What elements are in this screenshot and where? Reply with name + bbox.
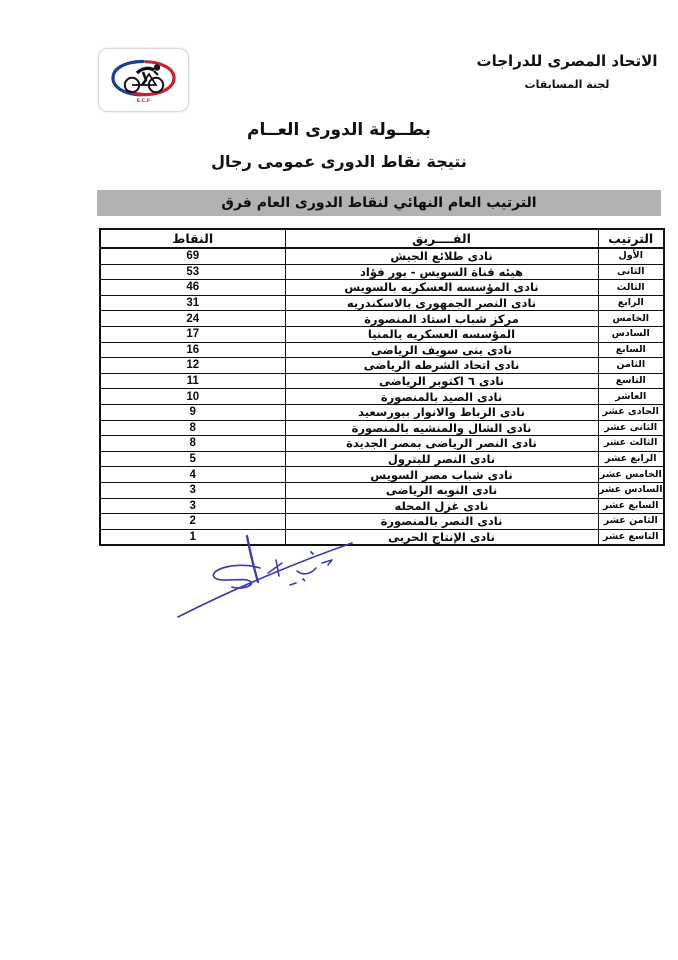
team-cell: نادى النصر الجمهورى بالاسكندريه bbox=[285, 295, 598, 311]
rank-cell: الثانى bbox=[598, 264, 664, 280]
results-tbody bbox=[100, 248, 664, 545]
points-cell: 3 bbox=[100, 482, 285, 498]
org-header bbox=[472, 52, 662, 91]
rank-cell: الرابع bbox=[598, 295, 664, 311]
table-row bbox=[100, 280, 664, 296]
rank-cell: التاسع عشر bbox=[598, 529, 664, 545]
team-cell: نادى النصر بالمنصورة bbox=[285, 514, 598, 530]
results-subtitle: نتيجة نقاط الدورى عمومى رجال bbox=[211, 152, 467, 171]
team-cell: نادى ٦ اكتوبر الرياضى bbox=[285, 373, 598, 389]
table-row bbox=[100, 373, 664, 389]
table-row bbox=[100, 482, 664, 498]
rank-cell: التاسع bbox=[598, 373, 664, 389]
points-header: النقاط bbox=[100, 229, 285, 248]
points-cell: 17 bbox=[100, 326, 285, 342]
points-cell: 12 bbox=[100, 358, 285, 374]
rank-cell: الثالث عشر bbox=[598, 436, 664, 452]
table-row bbox=[100, 326, 664, 342]
team-cell: المؤسسه العسكريه بالمنيا bbox=[285, 326, 598, 342]
rank-cell: العاشر bbox=[598, 389, 664, 405]
table-row bbox=[100, 404, 664, 420]
rank-cell: الخامس bbox=[598, 311, 664, 327]
team-cell: نادى النوبه الرياضى bbox=[285, 482, 598, 498]
rank-cell: الثامن bbox=[598, 358, 664, 374]
table-row bbox=[100, 451, 664, 467]
table-row bbox=[100, 436, 664, 452]
table-row bbox=[100, 420, 664, 436]
points-cell: 46 bbox=[100, 280, 285, 296]
table-row bbox=[100, 342, 664, 358]
team-cell: نادى الرباط والانوار ببورسعيد bbox=[285, 404, 598, 420]
rank-cell: الثالث bbox=[598, 280, 664, 296]
rank-cell: السابع عشر bbox=[598, 498, 664, 514]
points-cell: 8 bbox=[100, 436, 285, 452]
rank-cell: الحادى عشر bbox=[598, 404, 664, 420]
cyclist-logo-icon bbox=[99, 49, 188, 111]
team-cell: نادى المؤسسه العسكريه بالسويس bbox=[285, 280, 598, 296]
points-cell: 16 bbox=[100, 342, 285, 358]
section-bar-title: الترتيب العام النهائي لنقاط الدورى العام فرق bbox=[97, 190, 661, 216]
org-committee: لجنة المسابقات bbox=[524, 78, 610, 91]
points-cell: 4 bbox=[100, 467, 285, 483]
rank-cell: السابع bbox=[598, 342, 664, 358]
cyclist-silhouette bbox=[125, 64, 163, 92]
team-cell: هيئه قناة السويس - بور فؤاد bbox=[285, 264, 598, 280]
points-cell: 10 bbox=[100, 389, 285, 405]
table-row bbox=[100, 311, 664, 327]
team-cell: نادى اتحاد الشرطه الرياضى bbox=[285, 358, 598, 374]
rank-cell: الثانى عشر bbox=[598, 420, 664, 436]
rank-cell: السادس عشر bbox=[598, 482, 664, 498]
points-cell: 24 bbox=[100, 311, 285, 327]
rank-cell: الخامس عشر bbox=[598, 467, 664, 483]
team-cell: نادى طلائع الجيش bbox=[285, 248, 598, 264]
team-cell: نادى الإنتاج الحربى bbox=[285, 529, 598, 545]
points-cell: 11 bbox=[100, 373, 285, 389]
points-cell: 2 bbox=[100, 514, 285, 530]
table-row bbox=[100, 248, 664, 264]
logo-acronym: E.C.F bbox=[136, 99, 151, 104]
table-row bbox=[100, 358, 664, 374]
points-cell: 53 bbox=[100, 264, 285, 280]
points-cell: 1 bbox=[100, 529, 285, 545]
points-cell: 5 bbox=[100, 451, 285, 467]
points-cell: 9 bbox=[100, 404, 285, 420]
signature-icon bbox=[150, 512, 385, 632]
table-header-row bbox=[100, 229, 664, 248]
team-cell: نادى غزل المحله bbox=[285, 498, 598, 514]
rank-header: الترتيب bbox=[598, 229, 664, 248]
table-row bbox=[100, 295, 664, 311]
rank-cell: الرابع عشر bbox=[598, 451, 664, 467]
table-row bbox=[100, 264, 664, 280]
federation-logo bbox=[98, 48, 189, 112]
team-header: الفــــريق bbox=[285, 229, 598, 248]
team-cell: نادى الصيد بالمنصورة bbox=[285, 389, 598, 405]
points-cell: 8 bbox=[100, 420, 285, 436]
table-row bbox=[100, 389, 664, 405]
team-cell: نادى شباب مصر السويس bbox=[285, 467, 598, 483]
rank-cell: الأول bbox=[598, 248, 664, 264]
points-cell: 31 bbox=[100, 295, 285, 311]
points-cell: 69 bbox=[100, 248, 285, 264]
team-cell: مركز شباب استاد المنصورة bbox=[285, 311, 598, 327]
rank-cell: السادس bbox=[598, 326, 664, 342]
team-cell: نادى الشال والمنشيه بالمنصورة bbox=[285, 420, 598, 436]
team-cell: نادى النصر للبترول bbox=[285, 451, 598, 467]
points-cell: 3 bbox=[100, 498, 285, 514]
team-cell: نادى بنى سويف الرياضى bbox=[285, 342, 598, 358]
org-name: الاتحاد المصرى للدراجات bbox=[476, 52, 658, 70]
team-cell: نادى النصر الرياضى بمصر الجديدة bbox=[285, 436, 598, 452]
rank-cell: الثامن عشر bbox=[598, 514, 664, 530]
results-table bbox=[99, 228, 665, 546]
table-row bbox=[100, 467, 664, 483]
signature bbox=[150, 512, 385, 632]
championship-title: بطــولة الدورى العــام bbox=[247, 120, 431, 140]
